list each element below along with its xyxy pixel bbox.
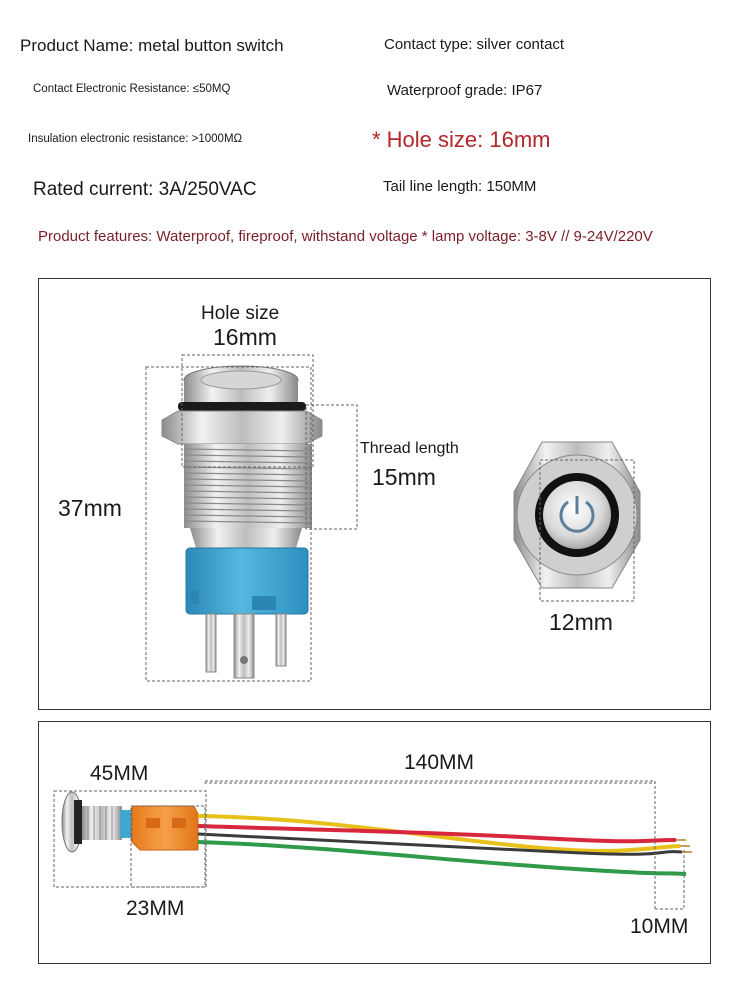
thread-length-value: 15mm (372, 464, 436, 490)
connector-length-value: 23MM (126, 897, 185, 920)
thread-length-label: Thread length (360, 440, 459, 457)
contact-type-spec: Contact type: silver contact (384, 36, 565, 53)
total-length-value: 37mm (58, 495, 122, 521)
tail-line-length-spec: Tail line length: 150MM (383, 178, 537, 195)
switch-length-value: 45MM (90, 762, 149, 785)
dimension-panel-bottom (38, 721, 711, 964)
product-features: Product features: Waterproof, fireproof, withstand voltage * lamp voltage: 3-8V // 9-24V/220V (38, 228, 653, 245)
stripped-end-value: 10MM (630, 915, 689, 938)
switch-front-view (514, 442, 640, 588)
hole-size-value: 16mm (213, 324, 277, 350)
wire-length-value: 140MM (404, 751, 475, 774)
contact-resistance-spec: Contact Electronic Resistance: ≤50MQ (33, 83, 231, 95)
hole-size-label: Hole size (201, 303, 280, 324)
product-name-spec: Product Name: metal button switch (20, 36, 284, 55)
hole-size-spec: * Hole size: 16mm (372, 127, 551, 152)
face-width-value: 12mm (549, 609, 613, 635)
switch-side-view (162, 366, 322, 678)
waterproof-grade-spec: Waterproof grade: IP67 (387, 82, 543, 99)
rated-current-spec: Rated current: 3A/250VAC (33, 179, 257, 200)
insulation-resistance-spec: Insulation electronic resistance: >1000MΩ (28, 133, 243, 145)
